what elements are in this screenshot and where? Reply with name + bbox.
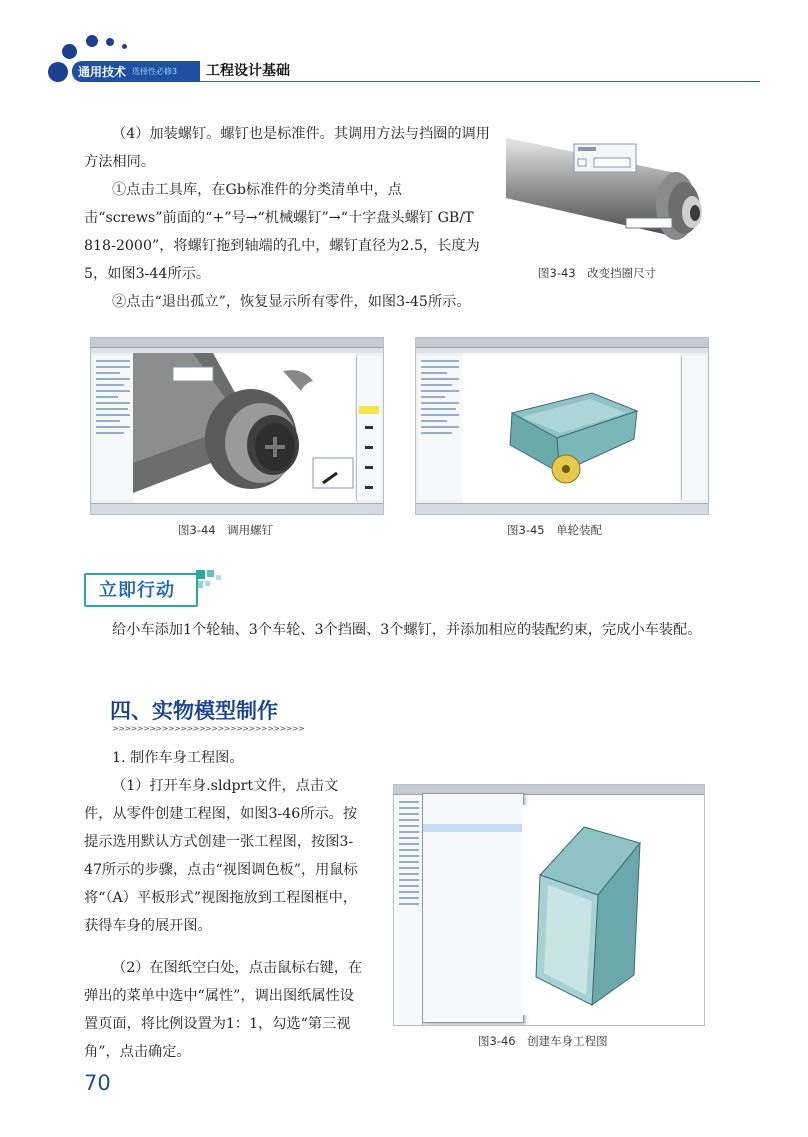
- caption-fig-3-45: 图3-45 单轮装配: [507, 523, 603, 537]
- design-library-panel: [356, 356, 381, 500]
- section-title: 四、实物模型制作: [110, 699, 278, 723]
- figure-3-45: [415, 337, 709, 515]
- shaft-retaining-ring-render: [506, 128, 716, 258]
- paragraph-add-screws: （4）加装螺钉。螺钉也是标准件。其调用方法与挡圈的调用方法相同。: [84, 126, 490, 170]
- paragraph-exit-isolate: ②点击“退出孤立”，恢复显示所有零件，如图3-45所示。: [112, 294, 471, 310]
- header-dot: [106, 38, 114, 46]
- car-body-wheel-render: [462, 353, 680, 503]
- app-titlebar: [91, 338, 383, 348]
- decor-square: [207, 570, 214, 577]
- app-titlebar: [416, 338, 708, 348]
- figure-3-46: [393, 784, 705, 1026]
- header-dot: [62, 44, 77, 59]
- decor-square: [216, 575, 221, 580]
- screw-render: [133, 353, 355, 503]
- status-bar: [416, 503, 708, 514]
- section-arrow-rule: >>>>>>>>>>>>>>>>>>>>>>>>>>>>>>>: [112, 724, 305, 733]
- feature-tree: [418, 356, 463, 500]
- figure-3-43: [506, 128, 716, 258]
- header-dot: [86, 35, 98, 47]
- action-paragraph: 给小车添加1个轮轴、3个车轮、3个挡圈、3个螺钉，并添加相应的装配约束，完成小车装配。: [112, 622, 702, 638]
- task-pane: [681, 356, 706, 500]
- decor-square: [196, 581, 203, 588]
- header-dot-small: [122, 44, 127, 49]
- decor-square: [205, 581, 210, 586]
- caption-fig-3-43: 图3-43 改变挡圈尺寸: [538, 266, 657, 280]
- header-rule: [200, 81, 760, 82]
- figure-3-44: [90, 337, 384, 515]
- caption-fig-3-44: 图3-44 调用螺钉: [178, 523, 274, 537]
- car-body-render: [522, 805, 698, 1015]
- decor-square: [196, 570, 205, 579]
- feature-tree: [396, 797, 423, 1025]
- header-book-title: 工程设计基础: [206, 63, 290, 79]
- header-series-sub: 选择性必修3: [132, 67, 178, 76]
- file-menu-dropdown: [422, 793, 524, 1023]
- item-make-drawing: 1. 制作车身工程图。: [112, 750, 244, 766]
- status-bar: [91, 503, 383, 514]
- paragraph-screw-steps: ①点击工具库，在Gb标准件的分类清单中，点击“screws”前面的“+”号→“机械螺钉”→“十字盘头螺钉 GB/T 818-2000”，将螺钉拖到轴端的孔中，螺钉直径为2.5，长度为5，如图3-44所示。: [84, 182, 480, 282]
- feature-tree: [93, 356, 134, 500]
- header-dot-large: [48, 62, 68, 82]
- paragraph-step-2: （2）在图纸空白处，点击鼠标右键，在弹出的菜单中选中“属性”，调出图纸属性设置页面，将比例设置为1：1，勾选“第三视角”，点击确定。: [84, 960, 363, 1060]
- page-number: 70: [84, 1071, 111, 1095]
- caption-fig-3-46: 图3-46 创建车身工程图: [478, 1034, 608, 1048]
- action-label: 立即行动: [99, 580, 175, 601]
- paragraph-step-1: （1）打开车身.sldprt文件，点击文件，从零件创建工程图，如图3-46所示。按提示选用默认方式创建一张工程图，按图3-47所示的步骤，点击“视图调色板”，用鼠标将“（A）平板形式”视图拖放到工程图框中，获得车身的展开图。: [84, 778, 358, 934]
- header-series: 通用技术: [78, 65, 127, 79]
